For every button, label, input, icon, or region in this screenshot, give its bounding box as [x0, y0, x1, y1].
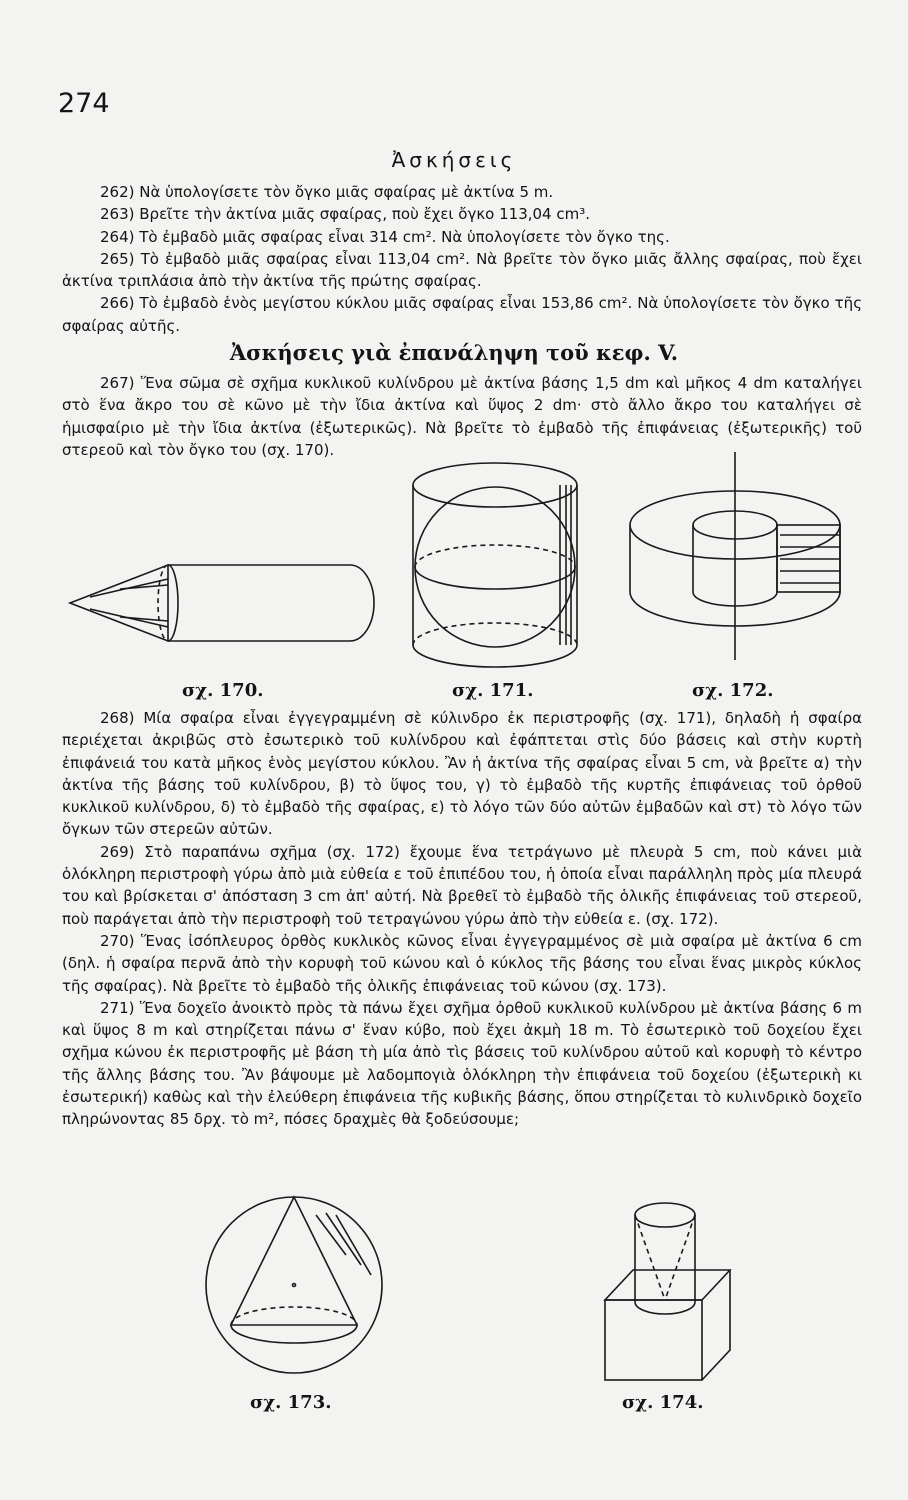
figure-174-cylinder-on-cube	[590, 1190, 740, 1390]
exercise-264: 264) Τὸ ἐμβαδὸ μιᾶς σφαίρας εἶναι 314 cm². Νὰ ὑπολογίσετε τὸν ὄγκο της.	[100, 227, 670, 246]
exercise-271: 271) Ἕνα δοχεῖο ἀνοικτὸ πρὸς τὰ πάνω ἔχει σχῆμα ὀρθοῦ κυκλικοῦ κυλίνδρου μὲ ἀκτίνα βάσης 6 m καὶ ὕψος 8 m καὶ στηρίζεται πάνω σ' ἕναν κύβο, ποὺ ἔχει ἀκμὴ 18 m. Τὸ ἐσωτερικὸ τοῦ δοχείου ἔχει σχῆμα κώνου ἐκ περιστροφῆς μὲ βάση τὴ μία ἀπὸ τὶς βάσεις τοῦ κυλίνδρου αὐτοῦ καὶ κορυφὴ τὸ κέντρο τῆς ἄλλης βάσης του. Ἂν βάψουμε μὲ λαδομπογιὰ ὁλόκληρη τὴν ἐπιφάνεια τοῦ δοχείου (ἐξωτερικὴ κι ἐσωτερική) καθὼς καὶ τὴν ἐλεύθερη ἐπιφάνεια τῆς κυβικῆς βάσης, ὅπου στηρίζεται τὸ κυλινδρικὸ δοχεῖο πληρώνοντας 85 δρχ. τὸ m², πόσες δραχμὲς θὰ ξοδεύσουμε;	[62, 998, 862, 1129]
exercise-262: 262) Νὰ ὑπολογίσετε τὸν ὄγκο μιᾶς σφαίρας μὲ ἀκτίνα 5 m.	[100, 183, 554, 201]
caption-fig174: σχ. 174.	[622, 1392, 704, 1413]
exercise-270: 270) Ἕνας ἰσόπλευρος ὀρθὸς κυκλικὸς κῶνος εἶναι ἐγγεγραμμένος σὲ μιὰ σφαίρα μὲ ἀκτίνα 6 cm (δηλ. ἡ σφαίρα περνᾶ ἀπὸ τὴν κορυφὴ τοῦ κώνου καὶ ὁ κύκλος τῆς βάσης του εἶναι ἕνας μικρὸς κύκλος τῆς σφαίρας). Νὰ βρεῖτε τὸ ἐμβαδὸ τῆς ὁλικῆς ἐπιφάνειας τοῦ κώνου (σχ. 173).	[62, 931, 862, 995]
figure-173-cone-in-sphere	[196, 1185, 392, 1385]
caption-fig173: σχ. 173.	[250, 1392, 332, 1413]
exercise-263: 263) Βρεῖτε τὴν ἀκτίνα μιᾶς σφαίρας, ποὺ ἔχει ὄγκο 113,04 cm³.	[100, 205, 591, 224]
figure-170-cone-cylinder-hemisphere	[60, 545, 400, 665]
exercises-block-b	[62, 707, 862, 1131]
exercise-265: 265) Τὸ ἐμβαδὸ μιᾶς σφαίρας εἶναι 113,04 cm². Νὰ βρεῖτε τὸν ὄγκο μιᾶς ἄλλης σφαίρας, ποὺ ἔχει ἀκτίνα τριπλάσια ἀπὸ τὴν ἀκτίνα τῆς πρώτης σφαίρας.	[62, 249, 862, 291]
figure-171-sphere-in-cylinder	[400, 455, 590, 670]
review-heading: Ἀσκήσεις γιὰ ἐπανάληψη τοῦ κεφ. V.	[229, 340, 679, 365]
caption-fig171: σχ. 171.	[452, 680, 534, 701]
exercise-268: 268) Μία σφαίρα εἶναι ἐγγεγραμμένη σὲ κύλινδρο ἐκ περιστροφῆς (σχ. 171), δηλαδὴ ἡ σφαίρα περιέχεται ἀκριβῶς στὸ ἐσωτερικὸ τοῦ κυλίνδρου καὶ ἐφάπτεται στὶς δύο βάσεις καὶ στὴν κυρτὴ ἐπιφάνειά του κατὰ μῆκος ἑνὸς μεγίστου κύκλου. Ἂν ἡ ἀκτίνα τῆς σφαίρας εἶναι 5 cm, νὰ βρεῖτε α) τὴν ἀκτίνα τῆς βάσης τοῦ κυλίνδρου, β) τὸ ὕψος του, γ) τὸ ἐμβαδὸ τῆς κυρτῆς ἐπιφάνειας τοῦ ὀρθοῦ κυκλικοῦ κυλίνδρου, δ) τὸ ἐμβαδὸ τῆς σφαίρας, ε) τὸ λόγο τῶν δύο αὐτῶν ἐμβαδῶν καὶ στ) τὸ λόγο τῶν ὄγκων τῶν στερεῶν αὐτῶν.	[62, 709, 862, 839]
exercise-267: 267) Ἕνα σῶμα σὲ σχῆμα κυκλικοῦ κυλίνδρου μὲ ἀκτίνα βάσης 1,5 dm καὶ μῆκος 4 dm καταλήγει στὸ ἕνα ἄκρο του σὲ κῶνο μὲ τὴν ἴδια ἀκτίνα καὶ ὕψος 2 dm· στὸ ἄλλο ἄκρο του καταλήγει σὲ ἡμισφαίριο μὲ τὴν ἴδια ἀκτίνα (ἐξωτερικῶς). Νὰ βρεῖτε τὸ ἐμβαδὸ τῆς ἐπιφάνειας (ἐξωτερικῆς) τοῦ στερεοῦ καὶ τὸν ὄγκο του (σχ. 170).	[62, 374, 862, 459]
exercise-267-block	[62, 372, 862, 461]
exercise-269: 269) Στὸ παραπάνω σχῆμα (σχ. 172) ἔχουμε ἕνα τετράγωνο μὲ πλευρὰ 5 cm, ποὺ κάνει μιὰ ὁλόκληρη περιστροφὴ γύρω ἀπὸ μιὰ εὐθεία ε τοῦ ἐπιπέδου του, ἡ ὁποία εἶναι παράλληλη πρὸς μία πλευρά του καὶ βρίσκεται σ' ἀπόσταση 3 cm ἀπ' αὐτή. Νὰ βρεθεῖ τὸ ἐμβαδὸ τῆς ὁλικῆς ἐπιφάνειας τοῦ στερεοῦ, ποὺ παράγεται ἀπὸ τὴν περιστροφὴ τοῦ τετραγώνου γύρω ἀπὸ τὴν εὐθεία ε. (σχ. 172).	[62, 842, 862, 928]
page-number: 274	[58, 88, 110, 119]
figure-172-ring-solid	[620, 450, 860, 665]
exercises-heading: Ἀσκήσεις	[391, 148, 517, 172]
caption-fig170: σχ. 170.	[182, 680, 264, 701]
caption-fig172: σχ. 172.	[692, 680, 774, 701]
exercises-block-a	[62, 181, 862, 337]
exercise-266: 266) Τὸ ἐμβαδὸ ἑνὸς μεγίστου κύκλου μιᾶς σφαίρας εἶναι 153,86 cm². Νὰ ὑπολογίσετε τὸν ὄγκο τῆς σφαίρας αὐτῆς.	[62, 294, 862, 335]
